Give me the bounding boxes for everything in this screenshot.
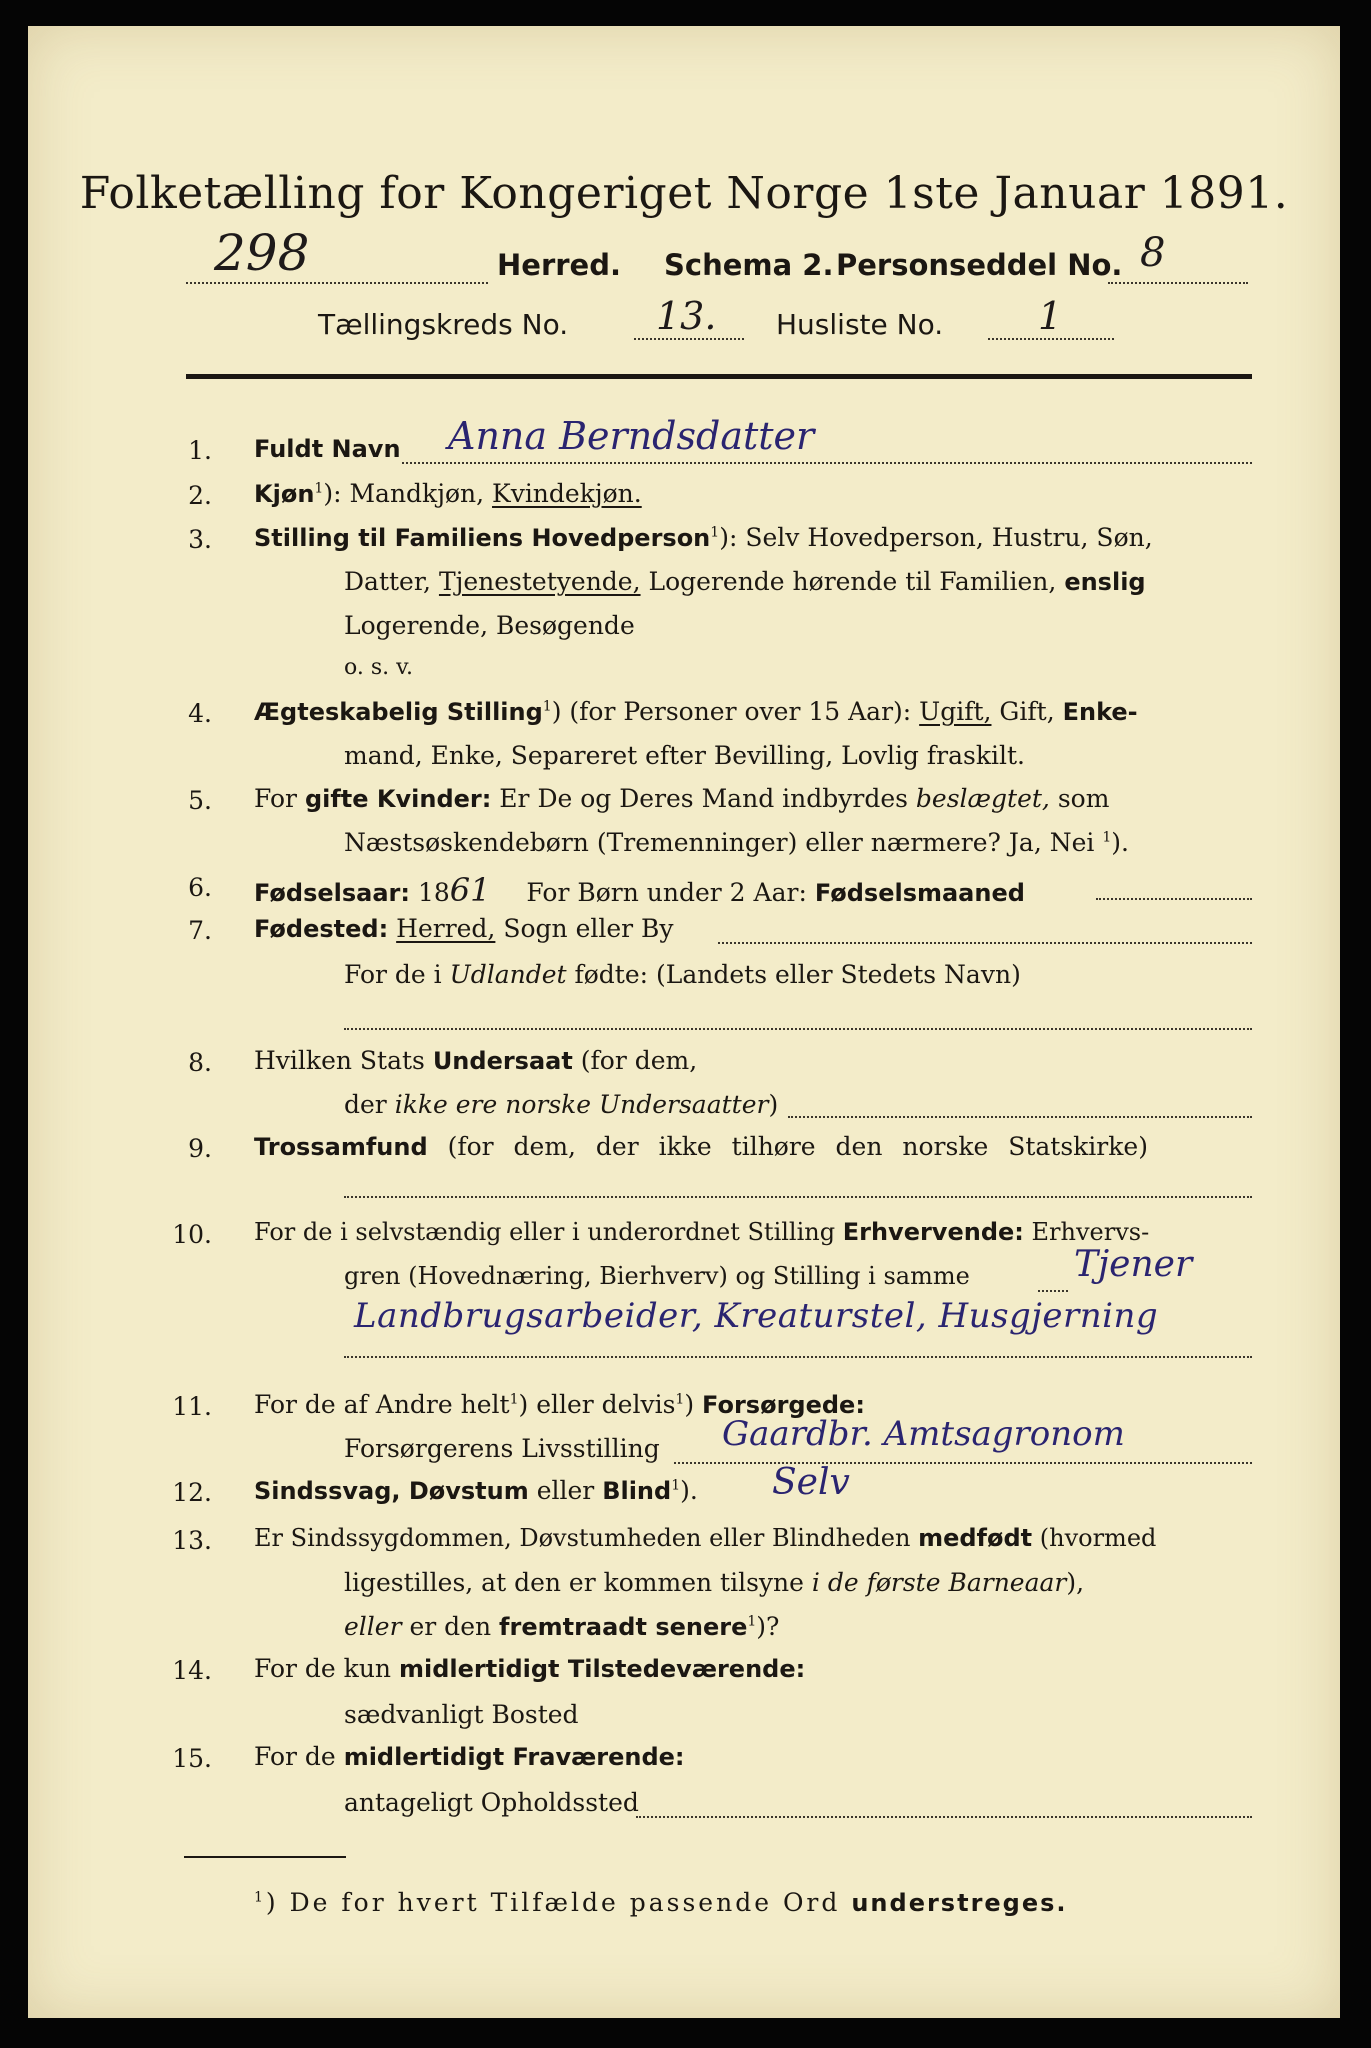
item-9-number: 9.	[188, 1134, 212, 1163]
item-15-text-1a: For de	[254, 1742, 344, 1771]
item-5-text-2end: ).	[1111, 828, 1129, 857]
item-8-text-2ital: ikke ere norske Undersaatter	[394, 1090, 769, 1119]
item-7-dotted-line-1	[718, 942, 1252, 944]
item-15-number: 15.	[172, 1744, 212, 1773]
item-14-text-1a: For de kun	[254, 1654, 399, 1683]
item-1-label: Fuldt Navn	[254, 435, 401, 463]
item-5-text-1b: Er De og Deres Mand indbyrdes	[491, 784, 916, 813]
item-6-row	[254, 871, 1025, 909]
item-3-row-4	[344, 655, 413, 680]
item-10-dotted-line-1	[1038, 1290, 1068, 1292]
item-13-row-2	[344, 1568, 1084, 1597]
item-12-label: Sindssvag, Døvstum	[254, 1477, 529, 1505]
item-5-number: 5.	[188, 786, 212, 815]
kreds-number: 13.	[656, 294, 717, 338]
item-3-text-2bold: enslig	[1064, 568, 1146, 596]
item-8-text-2a: der	[344, 1090, 395, 1119]
item-3-row-2	[344, 567, 1146, 596]
item-13-row-1	[254, 1524, 1156, 1552]
item-10-text-2: gren (Hovednæring, Bierhverv) og Stilling i samme	[344, 1262, 970, 1290]
footnote-mark: 1	[254, 1889, 266, 1906]
footnote	[254, 1888, 1068, 1917]
item-4-row-2	[344, 741, 1025, 770]
item-15-row-1	[254, 1742, 685, 1771]
family-position-chosen: Tjenestetyende,	[438, 567, 641, 596]
item-12-footnote-mark: 1	[671, 1477, 681, 1494]
item-13-number: 13.	[172, 1526, 212, 1555]
item-7-text-2b: fødte: (Landets eller Stedets Navn)	[566, 960, 1021, 989]
item-4-row-1	[254, 697, 1138, 726]
item-12-row	[254, 1476, 698, 1505]
kreds-label: Tællingskreds No.	[318, 308, 569, 341]
item-6-prefix: 18	[410, 878, 450, 907]
item-11-row-2	[344, 1434, 660, 1463]
item-3-text-1: ): Selv Hovedperson, Hustru, Søn,	[719, 523, 1153, 552]
item-3-row-1	[254, 523, 1153, 552]
item-3-footnote-mark: 1	[710, 524, 720, 541]
item-7-text-2ital: Udlandet	[449, 960, 567, 989]
item-14-text-2: sædvanligt Bosted	[344, 1700, 579, 1729]
item-11-text-2: Forsørgerens Livsstilling	[344, 1434, 660, 1463]
item-15-dotted-line	[636, 1816, 1252, 1818]
item-5-text-1a: For	[254, 784, 305, 813]
item-15-row-2	[344, 1788, 639, 1817]
item-5-row-1	[254, 784, 1109, 813]
item-8-row-1	[254, 1046, 697, 1075]
item-2-number: 2.	[188, 481, 212, 510]
item-8-dotted-line	[788, 1116, 1252, 1118]
item-13-text-2b: ),	[1066, 1568, 1085, 1597]
item-13-text-3a: er den	[401, 1612, 500, 1641]
full-name-answer: Anna Berndsdatter	[448, 414, 815, 458]
herred-label: Herred.	[497, 248, 621, 282]
item-12-label-2: Blind	[602, 1477, 672, 1505]
birth-year-answer: 61	[449, 871, 491, 909]
item-15-text-1bold: midlertidigt Fraværende:	[343, 1743, 685, 1771]
item-11-text-1b: ) eller delvis	[518, 1390, 676, 1419]
item-4-label: Ægteskabelig Stilling	[254, 698, 543, 726]
item-10-row-2	[344, 1262, 970, 1290]
item-2-label: Kjøn	[254, 480, 315, 508]
disability-answer: Selv	[772, 1462, 850, 1503]
item-5-text-1ital: beslægtet,	[915, 784, 1050, 813]
husliste-dotted-line	[988, 338, 1114, 340]
marital-status-chosen: Ugift,	[919, 697, 992, 726]
item-2-footnote-mark: 1	[314, 480, 324, 497]
item-2-row	[254, 479, 642, 508]
personseddel-dotted-line	[1108, 282, 1248, 284]
herred-dotted-line	[186, 282, 488, 284]
item-13-text-3bold: fremtraadt senere	[499, 1613, 748, 1641]
item-11-number: 11.	[172, 1392, 212, 1421]
item-6-dotted-line	[1096, 898, 1252, 900]
item-9-label: Trossamfund	[254, 1133, 428, 1161]
item-10-text-1a: For de i selvstændig eller i underordnet Stilling	[254, 1218, 843, 1246]
item-8-text-1b: (for dem,	[572, 1046, 698, 1075]
item-13-text-2ital: i de første Barneaar	[811, 1568, 1067, 1597]
footnote-bold: understreges.	[851, 1889, 1068, 1917]
item-3-text-2b: Logerende hørende til Familien,	[640, 567, 1065, 596]
item-8-text-1bold: Undersaat	[432, 1047, 573, 1075]
item-5-text-1bold: gifte Kvinder:	[304, 785, 492, 813]
birthplace-chosen: Herred,	[396, 914, 496, 943]
form-title: Folketælling for Kongeriget Norge 1ste Januar 1891.	[79, 168, 1289, 219]
item-13-row-3	[344, 1612, 779, 1641]
item-8-text-2b: )	[768, 1090, 779, 1119]
footnote-rule	[184, 1856, 346, 1858]
item-15-text-2: antageligt Opholdssted	[344, 1788, 639, 1817]
item-14-row-2	[344, 1700, 579, 1729]
item-6-label: Fødselsaar:	[254, 879, 410, 907]
item-8-number: 8.	[188, 1048, 212, 1077]
kreds-dotted-line	[634, 338, 744, 340]
item-7-row-2	[344, 960, 1021, 989]
item-11-footnote-mark-2: 1	[675, 1391, 685, 1408]
item-10-dotted-line-2	[344, 1356, 1252, 1358]
item-7-label: Fødested:	[254, 915, 389, 943]
census-form	[28, 26, 1340, 2018]
provider-occupation-answer: Gaardbr. Amtsagronom	[722, 1414, 1125, 1454]
footnote-text: ) De for hvert Tilfælde passende Ord	[265, 1888, 852, 1917]
item-13-text-1bold: medfødt	[918, 1524, 1033, 1552]
item-6-bold2: Fødselsmaaned	[814, 879, 1025, 907]
item-3-text-4: o. s. v.	[344, 655, 413, 680]
item-10-number: 10.	[172, 1220, 212, 1249]
item-7-text-2a: For de i	[344, 960, 450, 989]
item-11-text-1c: )	[684, 1390, 703, 1419]
item-4-text-2: mand, Enke, Separeret efter Bevilling, Lovlig fraskilt.	[344, 741, 1025, 770]
item-12-number: 12.	[172, 1478, 212, 1507]
item-11-text-1bold: Forsørgede:	[702, 1391, 865, 1419]
item-5-row-2	[344, 828, 1129, 857]
item-13-text-1b: (hvormed	[1032, 1524, 1157, 1552]
item-13-text-3ital: eller	[344, 1612, 402, 1641]
item-1-row	[254, 434, 401, 463]
husliste-label: Husliste No.	[776, 308, 944, 341]
gender-chosen: Kvindekjøn.	[492, 479, 642, 508]
herred-number: 298	[214, 224, 310, 282]
item-6-text: For Børn under 2 Aar:	[518, 878, 815, 907]
item-10-text-1bold: Erhvervende:	[842, 1218, 1024, 1246]
item-12-end: ).	[680, 1476, 698, 1505]
item-9-row	[254, 1132, 1148, 1161]
personseddel-label: Personseddel No.	[836, 248, 1123, 282]
item-4-text-1b: Gift,	[991, 697, 1063, 726]
item-12-text: eller	[528, 1476, 603, 1505]
item-5-footnote-mark: 1	[1102, 829, 1112, 846]
item-5-text-1c: som	[1049, 784, 1110, 813]
item-4-footnote-mark: 1	[542, 698, 552, 715]
item-3-text-2a: Datter,	[344, 567, 439, 596]
item-14-text-1bold: midlertidigt Tilstedeværende:	[398, 1655, 806, 1683]
item-4-text-1: ) (for Personer over 15 Aar):	[551, 697, 920, 726]
occupation-answer-2: Landbrugsarbeider, Kreaturstel, Husgjerning	[354, 1296, 1159, 1336]
item-10-text-1b: Erhvervs-	[1023, 1218, 1150, 1246]
item-8-text-1a: Hvilken Stats	[254, 1046, 433, 1075]
item-11-footnote-mark: 1	[509, 1391, 519, 1408]
husliste-number: 1	[1038, 294, 1063, 338]
item-3-row-3	[344, 611, 635, 640]
item-11-dotted-line	[674, 1462, 1252, 1464]
item-14-row-1	[254, 1654, 805, 1683]
item-3-text-3: Logerende, Besøgende	[344, 611, 635, 640]
personseddel-number: 8	[1140, 230, 1166, 276]
item-4-number: 4.	[188, 699, 212, 728]
item-7-text-1b: Sogn eller By	[495, 914, 674, 943]
item-1-number: 1.	[188, 436, 212, 465]
item-7-dotted-line-2	[344, 1028, 1252, 1030]
item-3-label: Stilling til Familiens Hovedperson	[254, 524, 711, 552]
item-11-text-1a: For de af Andre helt	[254, 1390, 510, 1419]
item-5-text-2: Næstsøskendebørn (Tremenninger) eller nærmere? Ja, Nei	[344, 828, 1103, 857]
item-3-number: 3.	[188, 525, 212, 554]
item-13-text-2a: ligestilles, at den er kommen tilsyne	[344, 1568, 812, 1597]
item-7-number: 7.	[188, 916, 212, 945]
item-6-number: 6.	[188, 873, 212, 902]
item-13-footnote-mark: 1	[747, 1613, 757, 1630]
item-9-dotted-line	[344, 1196, 1252, 1198]
item-13-text-1a: Er Sindssygdommen, Døvstumheden eller Blindheden	[254, 1524, 919, 1552]
item-7-row-1	[254, 914, 674, 943]
item-4-text-1bold: Enke-	[1062, 698, 1138, 726]
item-13-text-3end: )?	[756, 1612, 780, 1641]
item-2-text: ): Mandkjøn,	[323, 479, 493, 508]
header-rule	[186, 374, 1252, 379]
item-7-space	[388, 914, 396, 943]
item-10-row-1	[254, 1218, 1149, 1246]
schema-label: Schema 2.	[664, 248, 834, 282]
item-9-text: (for dem, der ikke tilhøre den norske Statskirke)	[427, 1132, 1148, 1161]
item-14-number: 14.	[172, 1656, 212, 1685]
item-8-row-2	[344, 1090, 778, 1119]
item-1-dotted-line	[402, 462, 1252, 464]
occupation-answer-1: Tjener	[1074, 1244, 1193, 1285]
